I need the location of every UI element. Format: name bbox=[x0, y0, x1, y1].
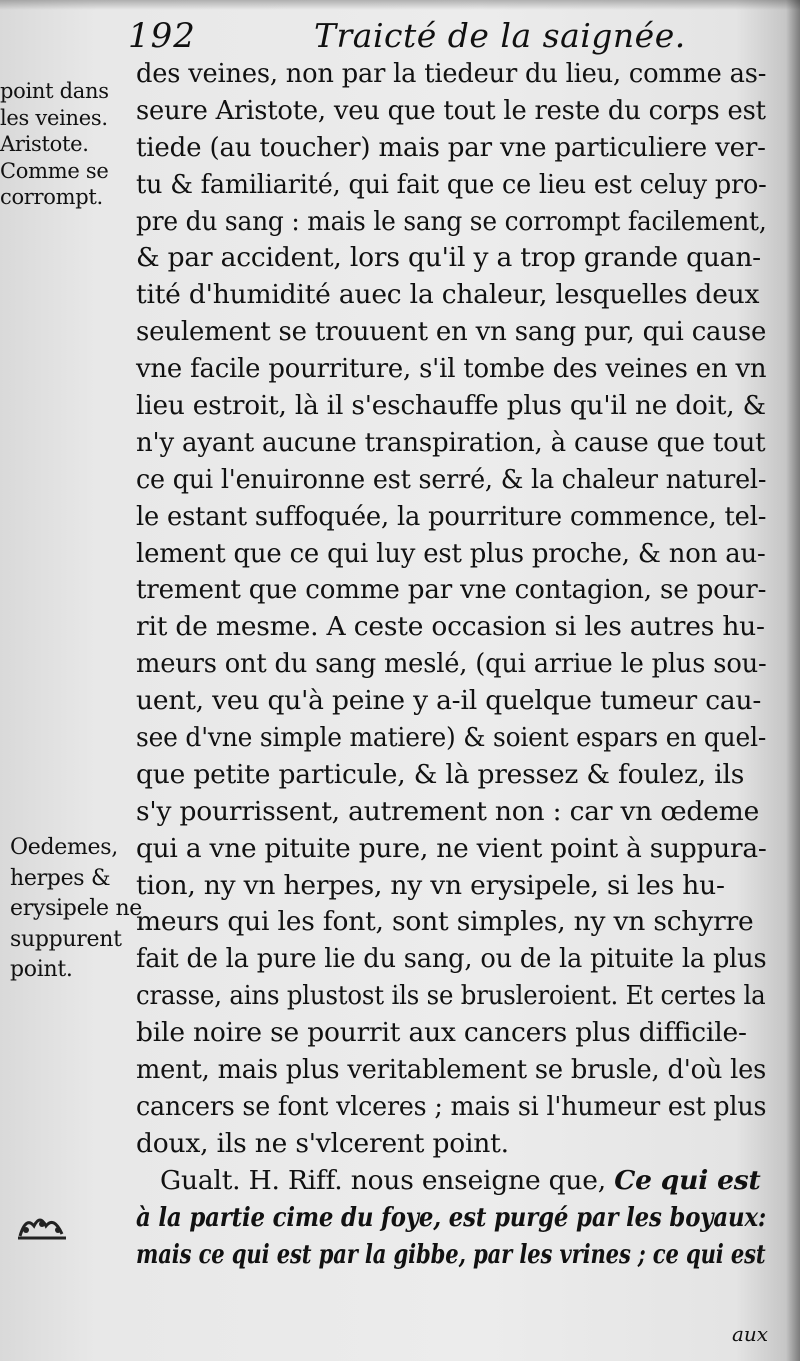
text-line: tu & familiarité, qui fait que ce lieu est celuy pro- bbox=[136, 168, 767, 200]
text-line: ment, mais plus veritablement se brusle, d'où les bbox=[136, 1054, 767, 1086]
text-line: crasse, ains plustost ils se brusleroient. Et certes la bbox=[136, 980, 766, 1012]
quote-text: mais ce qui est par la gibbe, par les vrines ; ce qui est bbox=[136, 1238, 766, 1270]
text-line: lieu estroit, là il s'eschauffe plus qu'il ne doit, & bbox=[136, 390, 766, 422]
text-line: meurs ont du sang meslé, (qui arriue le plus sou- bbox=[136, 648, 767, 680]
text-line: meurs qui les font, sont simples, ny vn schyrre bbox=[136, 906, 754, 938]
body-text bbox=[136, 56, 766, 1273]
text-line: fait de la pure lie du sang, ou de la pituite la plus bbox=[136, 943, 767, 975]
text-line: n'y ayant aucune transpiration, à cause que tout bbox=[136, 426, 766, 458]
text-line: tité d'humidité auec la chaleur, lesquelles deux bbox=[136, 279, 760, 311]
catchword: aux bbox=[732, 1322, 769, 1346]
margin-note-line: point. bbox=[10, 957, 73, 982]
text-line: seulement se trouuent en vn sang pur, qui cause bbox=[136, 316, 767, 348]
printers-ornament-icon bbox=[16, 1210, 68, 1244]
text-line: doux, ils ne s'vlcerent point. bbox=[136, 1127, 509, 1159]
top-shadow bbox=[0, 0, 800, 10]
text-line: s'y pourrissent, autrement non : car vn œdeme bbox=[136, 795, 760, 827]
margin-note-line: point dans bbox=[0, 79, 109, 103]
spine-shadow bbox=[786, 0, 800, 1361]
text-line: pre du sang : mais le sang se corrompt facilement, bbox=[136, 205, 767, 237]
text-line: vne facile pourriture, s'il tombe des veines en vn bbox=[136, 353, 767, 385]
text-line: tiede (au toucher) mais par vne particuliere ver- bbox=[136, 131, 766, 163]
text-line: que petite particule, & là pressez & foulez, ils bbox=[136, 758, 745, 790]
text-line: rit de mesme. A ceste occasion si les autres hu- bbox=[136, 611, 765, 643]
margin-note-line: suppurent bbox=[10, 926, 122, 952]
margin-note-line: les veines. bbox=[0, 105, 108, 130]
text-line: ce qui l'enuironne est serré, & la chaleur naturel- bbox=[136, 463, 767, 495]
paragraph-intro: Gualt. H. Riff. nous enseigne que, bbox=[160, 1164, 615, 1196]
page-number: 192 bbox=[128, 16, 196, 56]
text-line: le estant suffoquée, la pourriture commence, tel- bbox=[136, 500, 767, 532]
text-line: bile noire se pourrit aux cancers plus difficile- bbox=[136, 1017, 747, 1049]
quote-text: Ce qui est bbox=[614, 1164, 761, 1196]
text-line: uent, veu qu'à peine y a-il quelque tumeur cau- bbox=[136, 685, 762, 717]
quote-text: à la partie cime du foye, est purgé par les boyaux: bbox=[136, 1201, 767, 1233]
text-line bbox=[136, 1237, 766, 1274]
text-line: & par accident, lors qu'il y a trop grande quan- bbox=[136, 242, 761, 274]
text-line: des veines, non par la tiedeur du lieu, comme as- bbox=[136, 58, 767, 89]
text-line: seure Aristote, veu que tout le reste du corps est bbox=[136, 94, 766, 126]
text-line: qui a vne pituite pure, ne vient point à suppura- bbox=[136, 832, 767, 864]
margin-note-line: Oedemes, bbox=[10, 835, 118, 860]
margin-note-line: Aristote. bbox=[0, 132, 89, 156]
margin-note-line: herpes & bbox=[10, 865, 111, 891]
text-line: tion, ny vn herpes, ny vn erysipele, si les hu- bbox=[136, 869, 725, 901]
margin-note-line: erysipele ne bbox=[10, 896, 143, 921]
text-line: lement que ce qui luy est plus proche, & non au- bbox=[136, 537, 766, 569]
margin-note-line: corrompt. bbox=[0, 185, 103, 209]
text-line: trement que comme par vne contagion, se pour- bbox=[136, 574, 767, 606]
running-title: Traicté de la saignée. bbox=[314, 16, 686, 55]
margin-note-line: Comme se bbox=[0, 158, 109, 183]
margin-note-oedemes bbox=[10, 833, 142, 986]
text-line: cancers se font vlceres ; mais si l'humeur est plus bbox=[136, 1090, 767, 1122]
text-line: see d'vne simple matiere) & soient espars en quel- bbox=[136, 722, 767, 754]
page-header bbox=[128, 14, 768, 58]
margin-note-aristote bbox=[0, 78, 109, 211]
text-line bbox=[136, 1200, 767, 1237]
text-line-paragraph-start bbox=[136, 1163, 766, 1200]
